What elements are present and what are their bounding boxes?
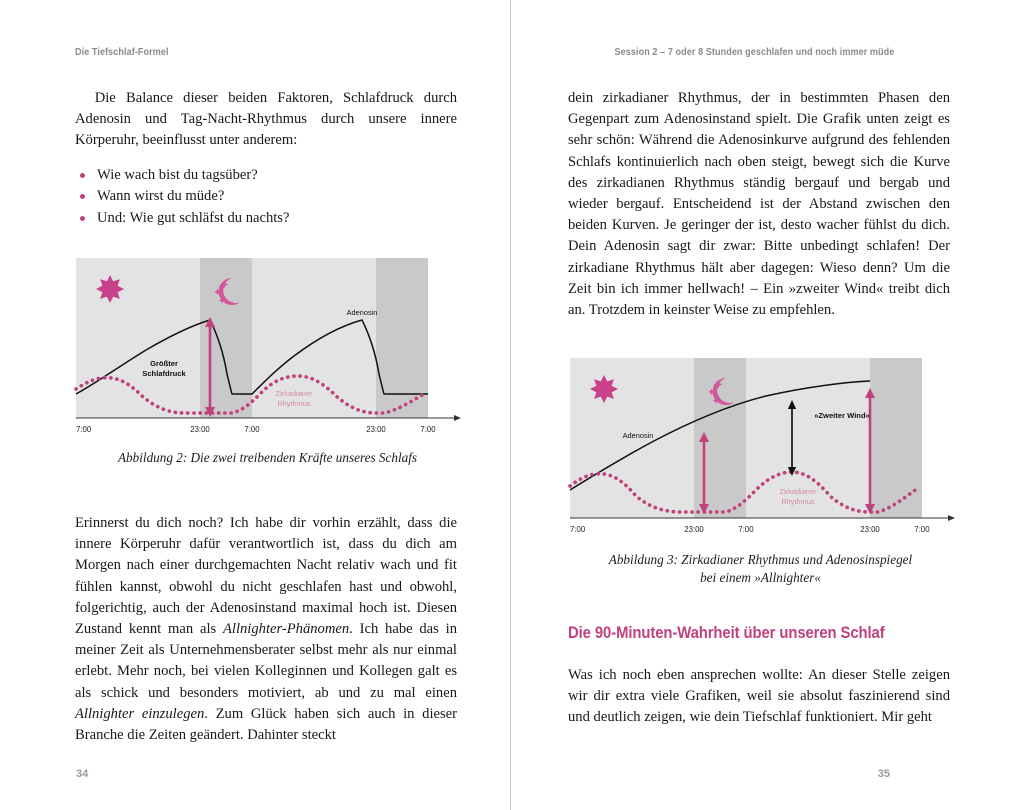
left-paragraph-2-part-a: Erinnerst du dich noch? Ich habe dir vorhin erzählt, dass die innere Körperuhr dafür verantwortlich ist, dass du dich am Morgen nach einer durchgemachten Nacht relativ wach und fit fühlen kannst, obwohl du nicht geschlafen hast und obwohl, folgerichtig, auch der Adenosinstand maximal hoch ist. Diesen Zustand kennt man als <box>75 515 457 638</box>
series-label-zirkadianer-line1: Zirkadianer <box>779 487 817 496</box>
right-page <box>511 0 966 810</box>
left-paragraph-2-emphasis-1: Allnighter-Phänomen <box>222 621 350 638</box>
right-body-paragraph-2 <box>568 665 950 729</box>
running-head-right: Session 2 – 7 oder 8 Stunden geschlafen und noch immer müde <box>614 46 894 58</box>
series-label-zirkadianer-line2: Rhythmus <box>277 399 311 408</box>
left-paragraph-2-part-b: . Ich habe das in meiner Zeit als Unternehmensberater selbst mehr als nur einmal erlebt. Mehr noch, bei vielen Kolleginnen und Kollegen galt es als schick und besonders motiviert, ab und zu mal einen <box>75 621 457 701</box>
running-head-left: Die Tiefschlaf-Formel <box>75 46 169 58</box>
series-label-adenosin: Adenosin <box>346 308 378 317</box>
section-heading: Die 90-Minuten-Wahrheit über unseren Schlaf <box>568 624 885 642</box>
x-axis-arrowhead <box>454 415 461 421</box>
figure-abbildung-3 <box>566 358 956 540</box>
left-paragraph-2-part-c: . Zum Glück haben sich auch in dieser Branche die Zeiten geändert. Dahinter steckt <box>75 705 458 744</box>
page-number-left: 34 <box>76 768 89 780</box>
figure-3-caption-line-1: Abbildung 3: Zirkadianer Rhythmus und Adenosinspiegel <box>608 552 913 567</box>
right-paragraph-2: Was ich noch eben ansprechen wollte: An dieser Stelle zeigen wir dir extra viele Grafiken, weil sie absolut faszinierend sind und deutlich zeigen, wie dein Tiefschlaf funktioniert. Mir geht <box>568 667 950 726</box>
xtick-label-1: 23:00 <box>684 525 704 534</box>
xtick-label-3: 23:00 <box>860 525 880 534</box>
sun-icon <box>590 375 618 403</box>
series-label-adenosin: Adenosin <box>622 431 654 440</box>
right-paragraph-1: dein zirkadianer Rhythmus, der in bestimmten Phasen den Gegenpart zum Adenosinstand spielt. Die Grafik unten zeigt es sehr schön: Während die Adenosinkurve aufgrund des fehlenden Schlafs kontinuierlich nach oben steigt, bewegt sich die Kurve des zirkadianen Rhythmus ständig bergauf und bergab und wieder bergauf. Entscheidend ist der Abstand zwischen den beiden Kurven. Je geringer der ist, desto wacher fühlst du dich. Dein Adenosin sagt dir zwar: Bitte unbedingt schlafen! Der zirkadiane Rhythmus hält aber dagegen: Wieso denn? Um die Zeit bin ich immer hellwach! – Ein »zweiter Wind« treibt dich an. Trotzdem in keinster Weise zu empfehlen. <box>568 90 950 319</box>
figure-abbildung-2 <box>72 258 462 440</box>
band-day-2 <box>252 258 376 418</box>
right-body-paragraph-1 <box>568 88 950 321</box>
left-paragraph-2 <box>75 513 457 746</box>
page-number-right: 35 <box>877 768 890 780</box>
xtick-label-2: 7:00 <box>738 525 754 534</box>
xtick-label-4: 7:00 <box>420 425 436 434</box>
band-night-2 <box>870 358 922 518</box>
list-item: Und: Wie gut schläfst du nachts? <box>75 208 457 229</box>
band-day-1 <box>76 258 200 418</box>
x-axis-arrowhead <box>948 515 955 521</box>
figure-2-caption: Abbildung 2: Die zwei treibenden Kräfte unseres Schlafs <box>118 450 417 465</box>
left-intro-paragraph <box>75 88 457 152</box>
list-item: Wie wach bist du tagsüber? <box>75 165 457 186</box>
left-bullet-list <box>75 165 457 229</box>
series-label-zirkadianer-line1: Zirkadianer <box>275 389 313 398</box>
xtick-label-3: 23:00 <box>366 425 386 434</box>
sun-icon <box>96 275 124 303</box>
annotation-groesster-schlafdruck-label-line1: Größter <box>150 359 178 368</box>
xtick-label-0: 7:00 <box>76 425 92 434</box>
xtick-label-2: 7:00 <box>244 425 260 434</box>
list-item: Wann wirst du müde? <box>75 186 457 207</box>
annotation-groesster-schlafdruck-label-line2: Schlafdruck <box>142 369 186 378</box>
chart-abbildung-2 <box>72 258 462 440</box>
left-paragraph-1: Die Balance dieser beiden Faktoren, Schlafdruck durch Adenosin und Tag-Nacht-Rhythmus durch unsere innere Körperuhr, beeinflusst unter anderem: <box>75 90 457 149</box>
figure-3-caption-line-2: bei einem »Allnighter« <box>700 570 821 585</box>
xtick-label-1: 23:00 <box>190 425 210 434</box>
xtick-label-0: 7:00 <box>570 525 586 534</box>
chart-abbildung-3 <box>566 358 956 540</box>
xtick-label-4: 7:00 <box>914 525 930 534</box>
figure-3-caption <box>563 551 958 587</box>
left-page <box>0 0 458 810</box>
series-label-zirkadianer-line2: Rhythmus <box>781 497 815 506</box>
left-paragraph-2-emphasis-2: Allnighter einzulegen <box>75 705 205 722</box>
annotation-zweiter-wind-label: »Zweiter Wind« <box>814 411 870 420</box>
left-body-paragraph-2 <box>75 513 457 746</box>
